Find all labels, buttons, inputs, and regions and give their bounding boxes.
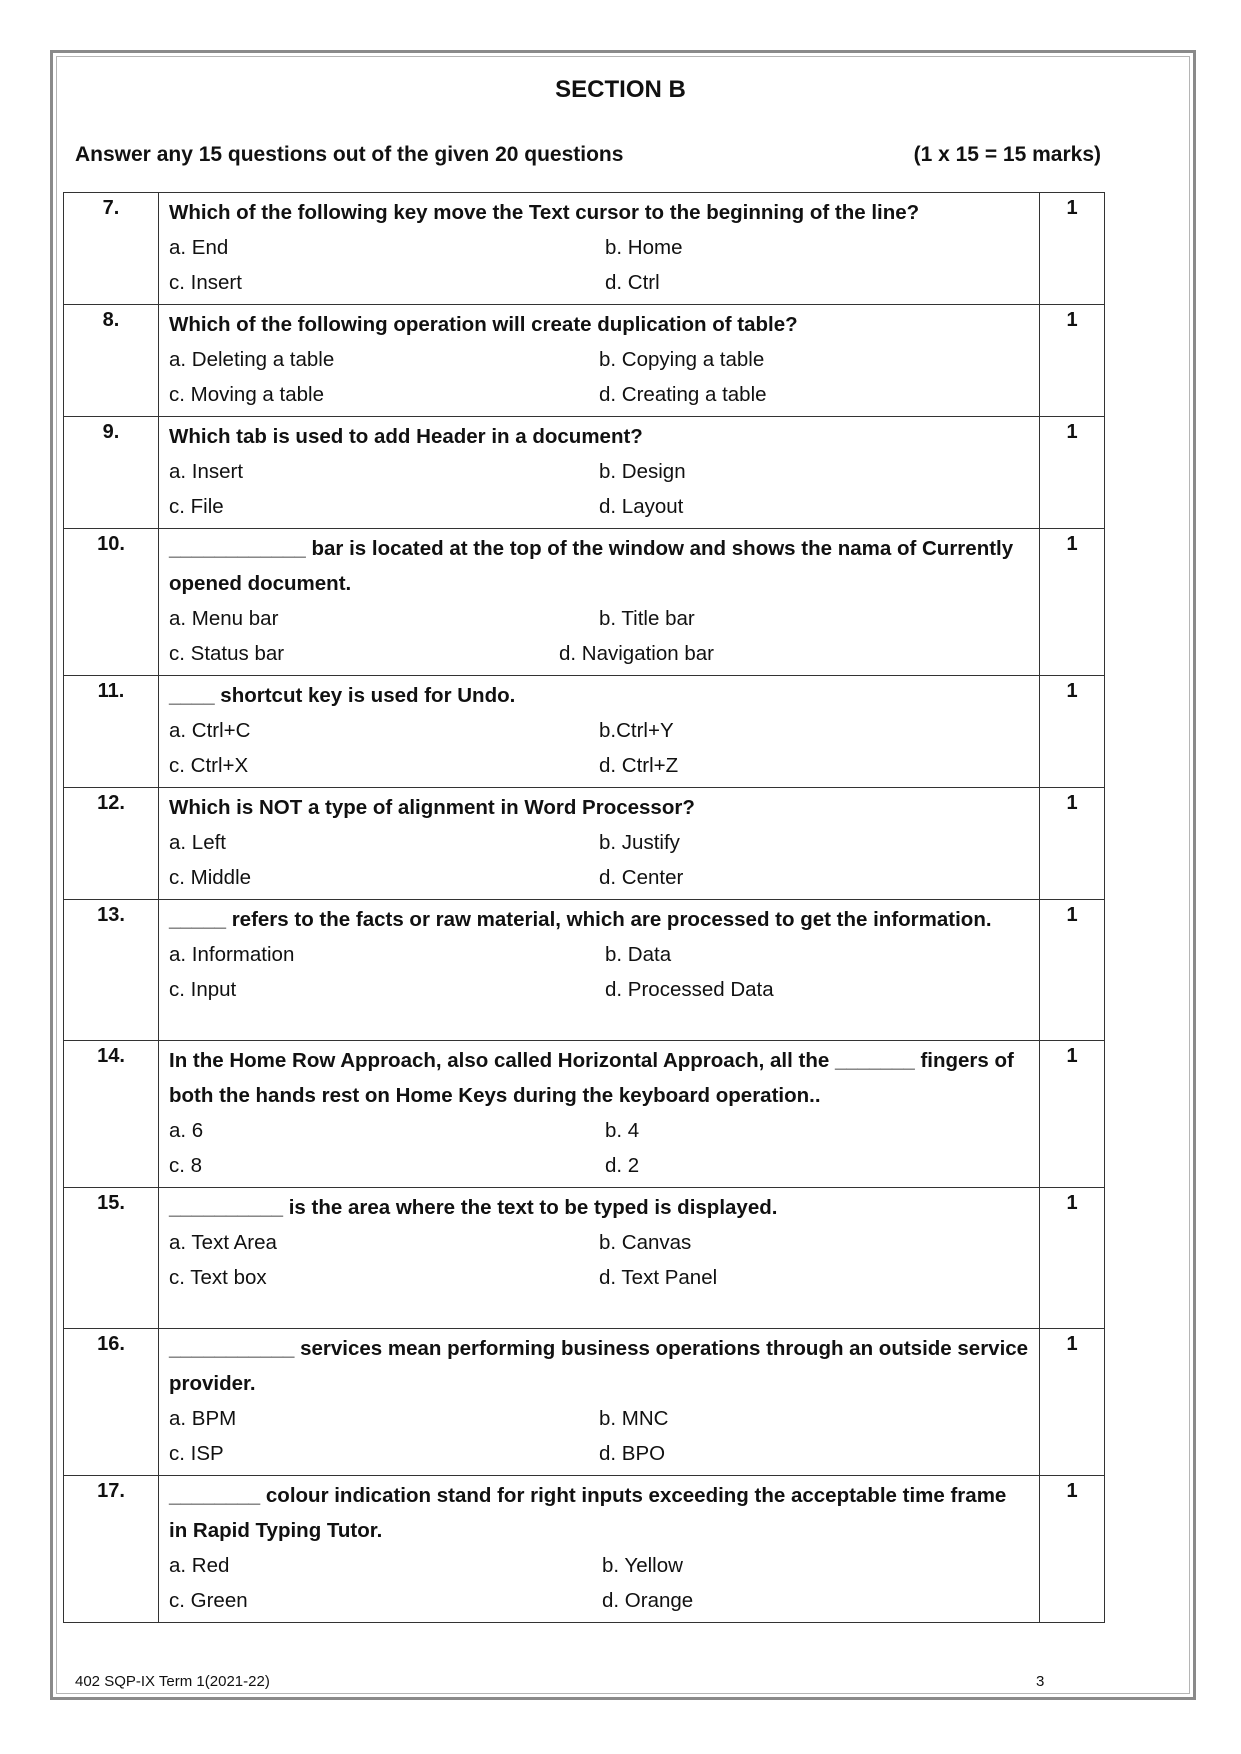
option-d: d. Processed Data bbox=[605, 978, 774, 1001]
option-a: a. Deleting a table bbox=[169, 348, 335, 371]
question-row bbox=[64, 1329, 1105, 1476]
question-stem: _____ refers to the facts or raw material, which are processed to get the information. bbox=[169, 908, 992, 931]
option-d: d. Ctrl+Z bbox=[599, 754, 679, 777]
question-body bbox=[159, 1329, 1040, 1476]
question-marks: 1 bbox=[1040, 900, 1105, 1041]
question-stem: In the Home Row Approach, also called Horizontal Approach, all the _______ fingers of both the hands rest on Home Keys during the keyboard operation.. bbox=[169, 1049, 1014, 1107]
option-b: b. Canvas bbox=[599, 1231, 692, 1254]
question-stem: __________ is the area where the text to be typed is displayed. bbox=[169, 1196, 778, 1219]
question-row bbox=[64, 417, 1105, 529]
question-row bbox=[64, 305, 1105, 417]
question-stem: Which tab is used to add Header in a document? bbox=[169, 425, 643, 448]
question-body bbox=[159, 305, 1040, 417]
question-marks: 1 bbox=[1040, 1329, 1105, 1476]
question-stem: Which of the following operation will create duplication of table? bbox=[169, 313, 798, 336]
option-b: b. Yellow bbox=[602, 1554, 683, 1577]
question-number: 9. bbox=[64, 417, 159, 529]
option-a: a. Text Area bbox=[169, 1231, 277, 1254]
option-a: a. End bbox=[169, 236, 229, 259]
option-d: d. 2 bbox=[605, 1154, 640, 1177]
question-row bbox=[64, 529, 1105, 676]
question-stem: ____________ bar is located at the top of the window and shows the nama of Currently opened document. bbox=[169, 537, 1014, 595]
option-c: c. ISP bbox=[169, 1442, 224, 1465]
question-number: 7. bbox=[64, 193, 159, 305]
option-c: c. Moving a table bbox=[169, 383, 324, 406]
option-b: b. Design bbox=[599, 460, 686, 483]
question-number: 15. bbox=[64, 1188, 159, 1329]
question-body bbox=[159, 193, 1040, 305]
question-row bbox=[64, 676, 1105, 788]
option-a: a. Menu bar bbox=[169, 607, 279, 630]
option-b: b. Copying a table bbox=[599, 348, 765, 371]
question-row bbox=[64, 193, 1105, 305]
question-body bbox=[159, 417, 1040, 529]
option-a: a. Information bbox=[169, 943, 295, 966]
question-marks: 1 bbox=[1040, 1476, 1105, 1623]
option-b: b. MNC bbox=[599, 1407, 669, 1430]
option-c: c. File bbox=[169, 495, 224, 518]
option-b: b.Ctrl+Y bbox=[599, 719, 674, 742]
question-body bbox=[159, 788, 1040, 900]
option-c: c. Insert bbox=[169, 271, 242, 294]
question-body bbox=[159, 1041, 1040, 1188]
question-stem: Which of the following key move the Text cursor to the beginning of the line? bbox=[169, 201, 920, 224]
option-a: a. Left bbox=[169, 831, 226, 854]
option-d: d. Creating a table bbox=[599, 383, 767, 406]
question-number: 14. bbox=[64, 1041, 159, 1188]
question-body bbox=[159, 676, 1040, 788]
question-number: 11. bbox=[64, 676, 159, 788]
option-c: c. 8 bbox=[169, 1154, 203, 1177]
question-number: 12. bbox=[64, 788, 159, 900]
option-c: c. Text box bbox=[169, 1266, 267, 1289]
question-body bbox=[159, 1476, 1040, 1623]
question-body bbox=[159, 529, 1040, 676]
question-row bbox=[64, 900, 1105, 1041]
option-a: a. BPM bbox=[169, 1407, 237, 1430]
question-stem: ___________ services mean performing business operations through an outside service provider. bbox=[169, 1337, 1029, 1395]
question-marks: 1 bbox=[1040, 1041, 1105, 1188]
instructions: Answer any 15 questions out of the given 20 questions bbox=[75, 143, 624, 166]
option-b: b. Justify bbox=[599, 831, 680, 854]
question-marks: 1 bbox=[1040, 193, 1105, 305]
section-title: SECTION B bbox=[555, 76, 686, 103]
marks-scheme: (1 x 15 = 15 marks) bbox=[913, 143, 1101, 166]
option-b: b. 4 bbox=[605, 1119, 640, 1142]
option-a: a. Insert bbox=[169, 460, 244, 483]
question-body bbox=[159, 900, 1040, 1041]
option-d: d. BPO bbox=[599, 1442, 666, 1465]
question-number: 17. bbox=[64, 1476, 159, 1623]
option-a: a. Ctrl+C bbox=[169, 719, 251, 742]
option-d: d. Center bbox=[599, 866, 684, 889]
option-d: d. Orange bbox=[602, 1589, 694, 1612]
question-row bbox=[64, 1188, 1105, 1329]
footer-page-number: 3 bbox=[1036, 1673, 1045, 1690]
option-c: c. Input bbox=[169, 978, 237, 1001]
option-a: a. Red bbox=[169, 1554, 230, 1577]
question-row bbox=[64, 1476, 1105, 1623]
question-stem: ____ shortcut key is used for Undo. bbox=[169, 684, 516, 707]
question-marks: 1 bbox=[1040, 1188, 1105, 1329]
option-b: b. Data bbox=[605, 943, 672, 966]
option-d: d. Navigation bar bbox=[559, 642, 714, 665]
question-marks: 1 bbox=[1040, 417, 1105, 529]
questions-table bbox=[63, 192, 1105, 1623]
option-c: c. Green bbox=[169, 1589, 248, 1612]
option-c: c. Middle bbox=[169, 866, 252, 889]
question-marks: 1 bbox=[1040, 305, 1105, 417]
option-d: d. Ctrl bbox=[605, 271, 660, 294]
question-number: 13. bbox=[64, 900, 159, 1041]
question-body bbox=[159, 1188, 1040, 1329]
question-marks: 1 bbox=[1040, 529, 1105, 676]
option-b: b. Title bar bbox=[599, 607, 695, 630]
footer-paper-code: 402 SQP-IX Term 1(2021-22) bbox=[75, 1673, 270, 1690]
question-row bbox=[64, 1041, 1105, 1188]
question-number: 8. bbox=[64, 305, 159, 417]
question-stem: Which is NOT a type of alignment in Word Processor? bbox=[169, 796, 695, 819]
question-stem: ________ colour indication stand for right inputs exceeding the acceptable time frame in Rapid Typing Tutor. bbox=[169, 1484, 1007, 1542]
question-number: 10. bbox=[64, 529, 159, 676]
question-marks: 1 bbox=[1040, 676, 1105, 788]
option-a: a. 6 bbox=[169, 1119, 204, 1142]
question-number: 16. bbox=[64, 1329, 159, 1476]
option-b: b. Home bbox=[605, 236, 683, 259]
question-marks: 1 bbox=[1040, 788, 1105, 900]
option-c: c. Ctrl+X bbox=[169, 754, 249, 777]
option-d: d. Text Panel bbox=[599, 1266, 718, 1289]
option-d: d. Layout bbox=[599, 495, 684, 518]
option-c: c. Status bar bbox=[169, 642, 285, 665]
question-row bbox=[64, 788, 1105, 900]
